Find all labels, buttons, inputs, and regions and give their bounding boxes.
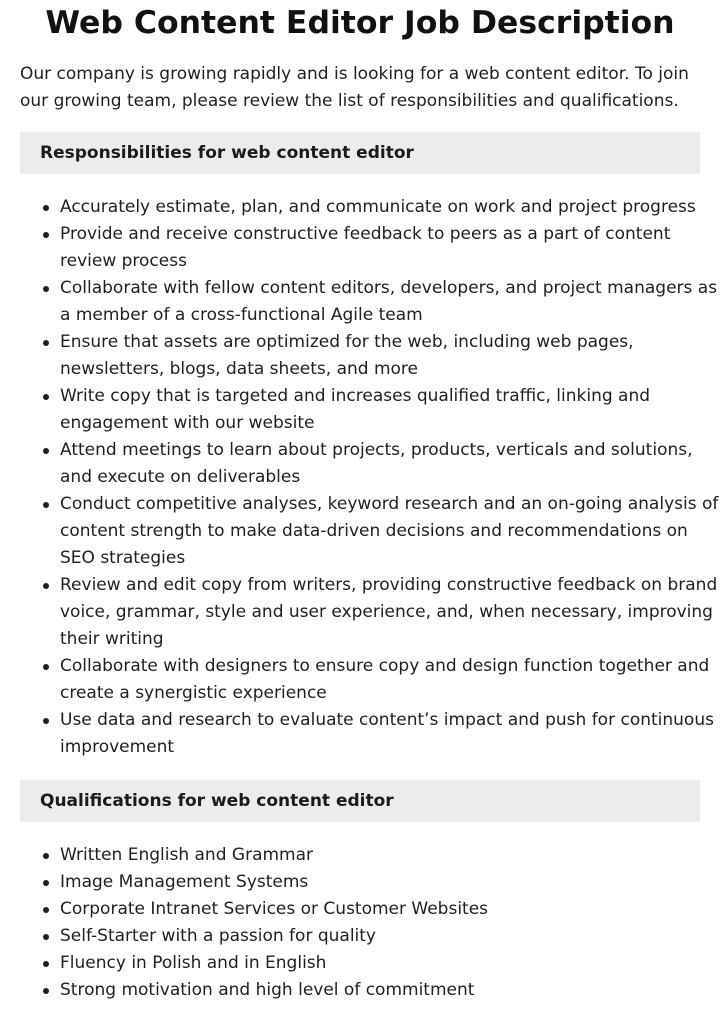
qualification-item: [60, 869, 700, 896]
intro-paragraph: [20, 61, 700, 115]
responsibility-item-text: Use data and research to evaluate content’s impact and push for continuous: [60, 710, 714, 730]
responsibility-item-text: Ensure that assets are optimized for the web, including web pages,: [60, 332, 634, 352]
responsibility-item-text: create a synergistic experience: [60, 683, 327, 703]
intro-line: Our company is growing rapidly and is looking for a web content editor. To join: [20, 64, 689, 84]
responsibility-item-text: content strength to make data-driven decisions and recommendations on: [60, 521, 688, 541]
responsibility-item-text: review process: [60, 251, 187, 271]
responsibility-item-text: newsletters, blogs, data sheets, and more: [60, 359, 418, 379]
responsibility-item: [60, 437, 700, 491]
responsibility-item-text: engagement with our website: [60, 413, 315, 433]
qualification-item: [60, 950, 700, 977]
responsibility-item: [60, 194, 700, 221]
responsibility-item-text: Accurately estimate, plan, and communicate on work and project progress: [60, 197, 696, 217]
qualification-item-text: Image Management Systems: [60, 872, 309, 892]
responsibility-item: [60, 653, 710, 707]
responsibility-item: [60, 491, 719, 572]
responsibility-item-text: Write copy that is targeted and increases qualified traffic, linking and: [60, 386, 651, 406]
responsibilities-heading: Responsibilities for web content editor: [20, 132, 700, 174]
qualification-item-text: Self-Starter with a passion for quality: [60, 926, 376, 946]
responsibility-item: [60, 383, 700, 437]
responsibility-item-text: Conduct competitive analyses, keyword research and an on-going analysis of: [60, 494, 719, 514]
responsibility-item: [60, 707, 714, 761]
responsibility-item-text: Collaborate with fellow content editors, developers, and project managers as: [60, 278, 718, 298]
qualifications-list: [20, 842, 700, 1004]
qualification-item: [60, 923, 700, 950]
responsibility-item-text: Collaborate with designers to ensure copy and design function together and: [60, 656, 710, 676]
responsibility-item-text: improvement: [60, 737, 175, 757]
qualification-item-text: Corporate Intranet Services or Customer Websites: [60, 899, 489, 919]
qualification-item: [60, 842, 700, 869]
qualifications-heading: Qualifications for web content editor: [20, 780, 700, 822]
qualification-item: [60, 896, 700, 923]
responsibility-item: [60, 329, 700, 383]
qualification-item-text: Written English and Grammar: [60, 845, 314, 865]
responsibility-item-text: SEO strategies: [60, 548, 186, 568]
intro-line: our growing team, please review the list of responsibilities and qualifications.: [20, 91, 679, 111]
responsibility-item-text: Attend meetings to learn about projects, products, verticals and solutions,: [60, 440, 693, 460]
responsibility-item-text: voice, grammar, style and user experience, and, when necessary, improving: [60, 602, 713, 622]
responsibility-item: [60, 275, 718, 329]
qualification-item: [60, 977, 700, 1004]
responsibility-item-text: and execute on deliverables: [60, 467, 301, 487]
responsibility-item-text: their writing: [60, 629, 164, 649]
responsibility-item-text: a member of a cross-functional Agile team: [60, 305, 423, 325]
qualification-item-text: Strong motivation and high level of commitment: [60, 980, 475, 1000]
responsibility-item: [60, 221, 700, 275]
responsibilities-list: [20, 194, 719, 761]
responsibility-item: [60, 572, 718, 653]
responsibility-item-text: Review and edit copy from writers, providing constructive feedback on brand: [60, 575, 718, 595]
page-title: Web Content Editor Job Description: [45, 5, 675, 41]
qualification-item-text: Fluency in Polish and in English: [60, 953, 327, 973]
responsibility-item-text: Provide and receive constructive feedback to peers as a part of content: [60, 224, 671, 244]
